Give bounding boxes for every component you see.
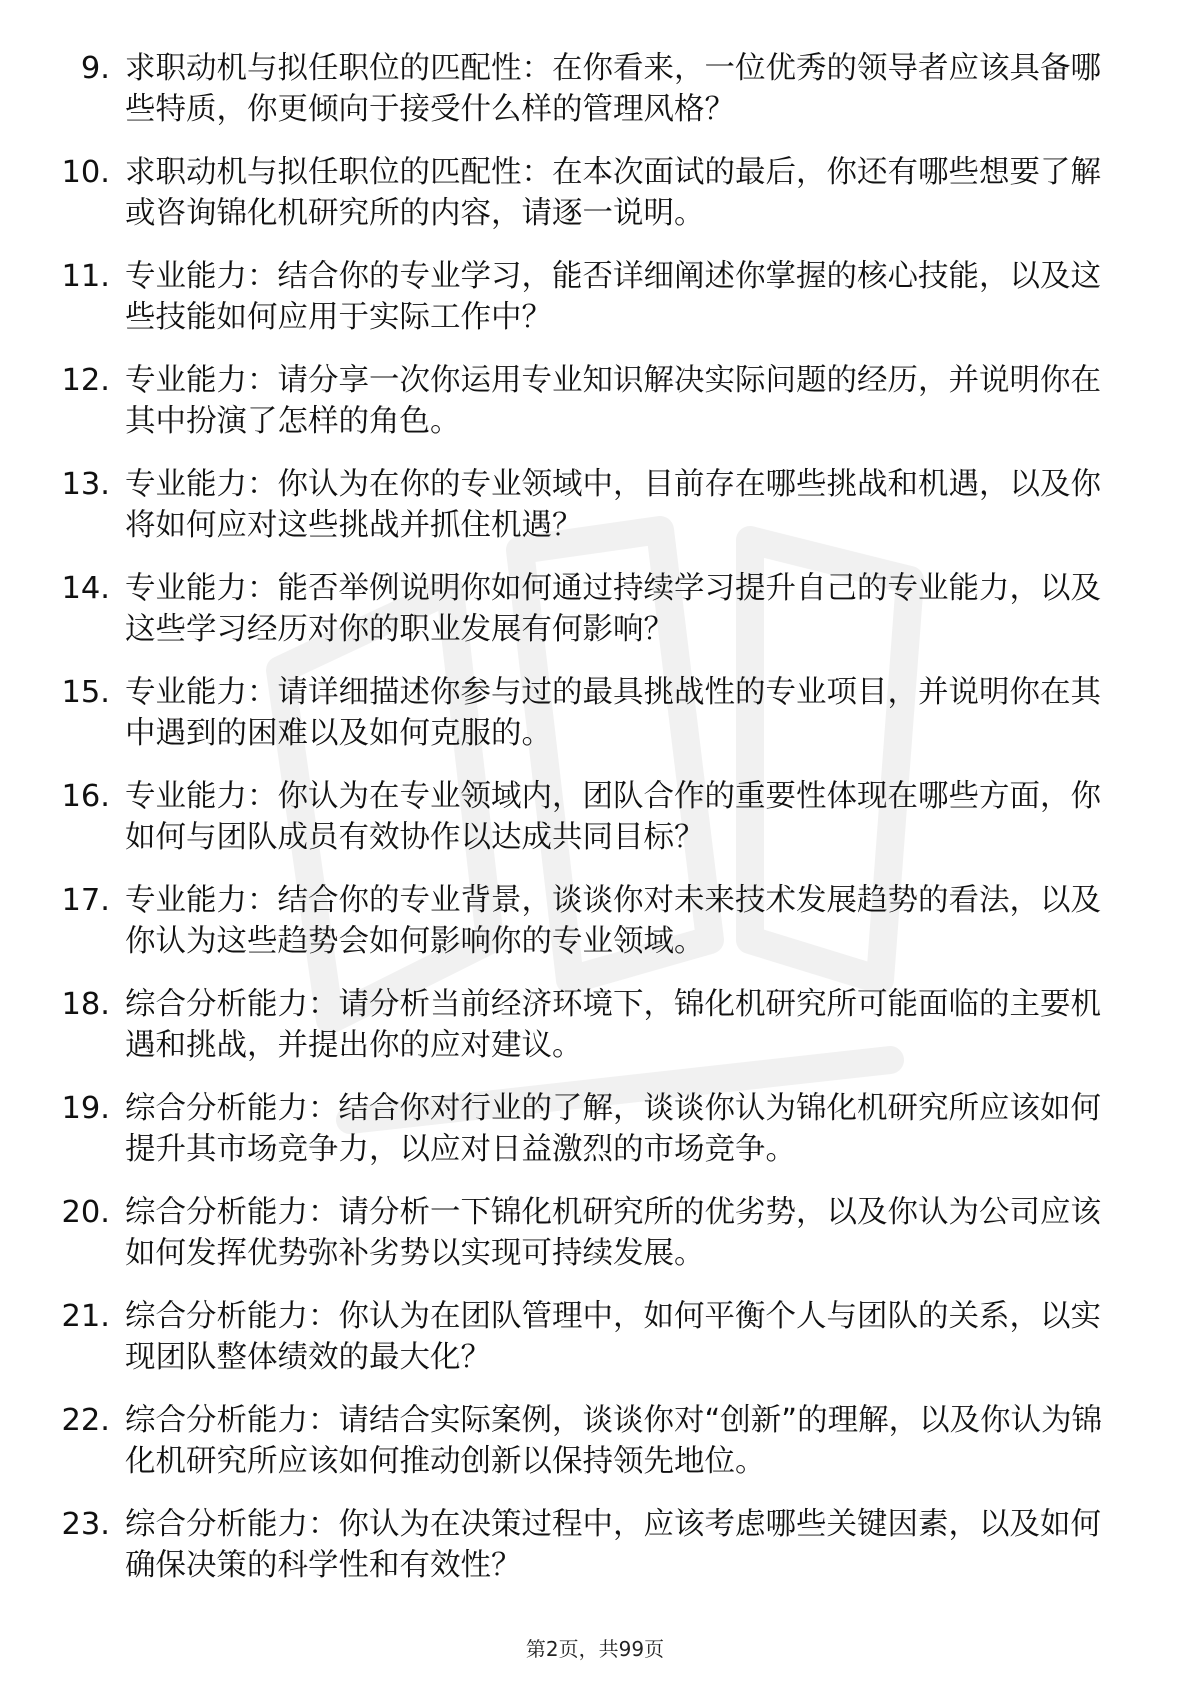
question-number: 11.: [61, 259, 110, 294]
question-number: 16.: [61, 779, 110, 814]
question-item: [60, 152, 1120, 256]
question-number: 14.: [61, 571, 110, 606]
page-number-footer: 第2页，共99页: [525, 1637, 665, 1661]
question-text: 综合分析能力：请分析一下锦化机研究所的优劣势，以及你认为公司应该如何发挥优势弥补劣势以实现可持续发展。: [125, 1195, 1101, 1271]
question-number: 19.: [61, 1091, 110, 1126]
question-text: 综合分析能力：你认为在决策过程中，应该考虑哪些关键因素，以及如何确保决策的科学性和有效性？: [125, 1507, 1101, 1583]
question-number: 17.: [61, 883, 110, 918]
question-number: 15.: [61, 675, 110, 710]
question-number: 18.: [61, 987, 110, 1022]
question-item: [60, 984, 1120, 1088]
question-item: [60, 1192, 1120, 1296]
question-text: 专业能力：请详细描述你参与过的最具挑战性的专业项目，并说明你在其中遇到的困难以及如何克服的。: [125, 675, 1101, 751]
question-item: [60, 880, 1120, 984]
question-item: [60, 776, 1120, 880]
question-number: 9.: [80, 51, 110, 86]
question-item: [60, 1296, 1120, 1400]
question-number: 13.: [61, 467, 110, 502]
question-text: 专业能力：你认为在专业领域内，团队合作的重要性体现在哪些方面，你如何与团队成员有效协作以达成共同目标？: [125, 779, 1101, 855]
question-text: 求职动机与拟任职位的匹配性：在本次面试的最后，你还有哪些想要了解或咨询锦化机研究所的内容，请逐一说明。: [125, 155, 1101, 231]
question-text: 专业能力：你认为在你的专业领域中，目前存在哪些挑战和机遇，以及你将如何应对这些挑战并抓住机遇？: [125, 467, 1101, 543]
question-text: 综合分析能力：请结合实际案例，谈谈你对“创新”的理解，以及你认为锦化机研究所应该如何推动创新以保持领先地位。: [125, 1403, 1103, 1479]
question-item: [60, 1400, 1120, 1504]
question-item: [60, 1088, 1120, 1192]
question-number: 10.: [61, 155, 110, 190]
question-text: 综合分析能力：结合你对行业的了解，谈谈你认为锦化机研究所应该如何提升其市场竞争力，以应对日益激烈的市场竞争。: [125, 1091, 1101, 1167]
question-item: [60, 48, 1120, 152]
question-text: 专业能力：结合你的专业学习，能否详细阐述你掌握的核心技能，以及这些技能如何应用于实际工作中？: [125, 259, 1101, 335]
question-text: 综合分析能力：你认为在团队管理中，如何平衡个人与团队的关系，以实现团队整体绩效的最大化？: [125, 1299, 1101, 1375]
question-text: 专业能力：能否举例说明你如何通过持续学习提升自己的专业能力，以及这些学习经历对你的职业发展有何影响？: [125, 571, 1101, 647]
question-number: 21.: [61, 1299, 110, 1334]
question-item: [60, 672, 1120, 776]
question-item: [60, 464, 1120, 568]
question-number: 12.: [61, 363, 110, 398]
question-item: [60, 1504, 1120, 1608]
question-item: [60, 256, 1120, 360]
question-number: 22.: [61, 1403, 110, 1438]
question-number: 20.: [61, 1195, 110, 1230]
question-item: [60, 568, 1120, 672]
question-list: [60, 48, 1120, 1608]
question-text: 综合分析能力：请分析当前经济环境下，锦化机研究所可能面临的主要机遇和挑战，并提出你的应对建议。: [125, 987, 1101, 1063]
question-text: 专业能力：请分享一次你运用专业知识解决实际问题的经历，并说明你在其中扮演了怎样的角色。: [125, 363, 1101, 439]
question-item: [60, 360, 1120, 464]
question-text: 专业能力：结合你的专业背景，谈谈你对未来技术发展趋势的看法，以及你认为这些趋势会如何影响你的专业领域。: [125, 883, 1101, 959]
question-number: 23.: [61, 1507, 110, 1542]
question-text: 求职动机与拟任职位的匹配性：在你看来，一位优秀的领导者应该具备哪些特质，你更倾向于接受什么样的管理风格？: [125, 51, 1101, 127]
